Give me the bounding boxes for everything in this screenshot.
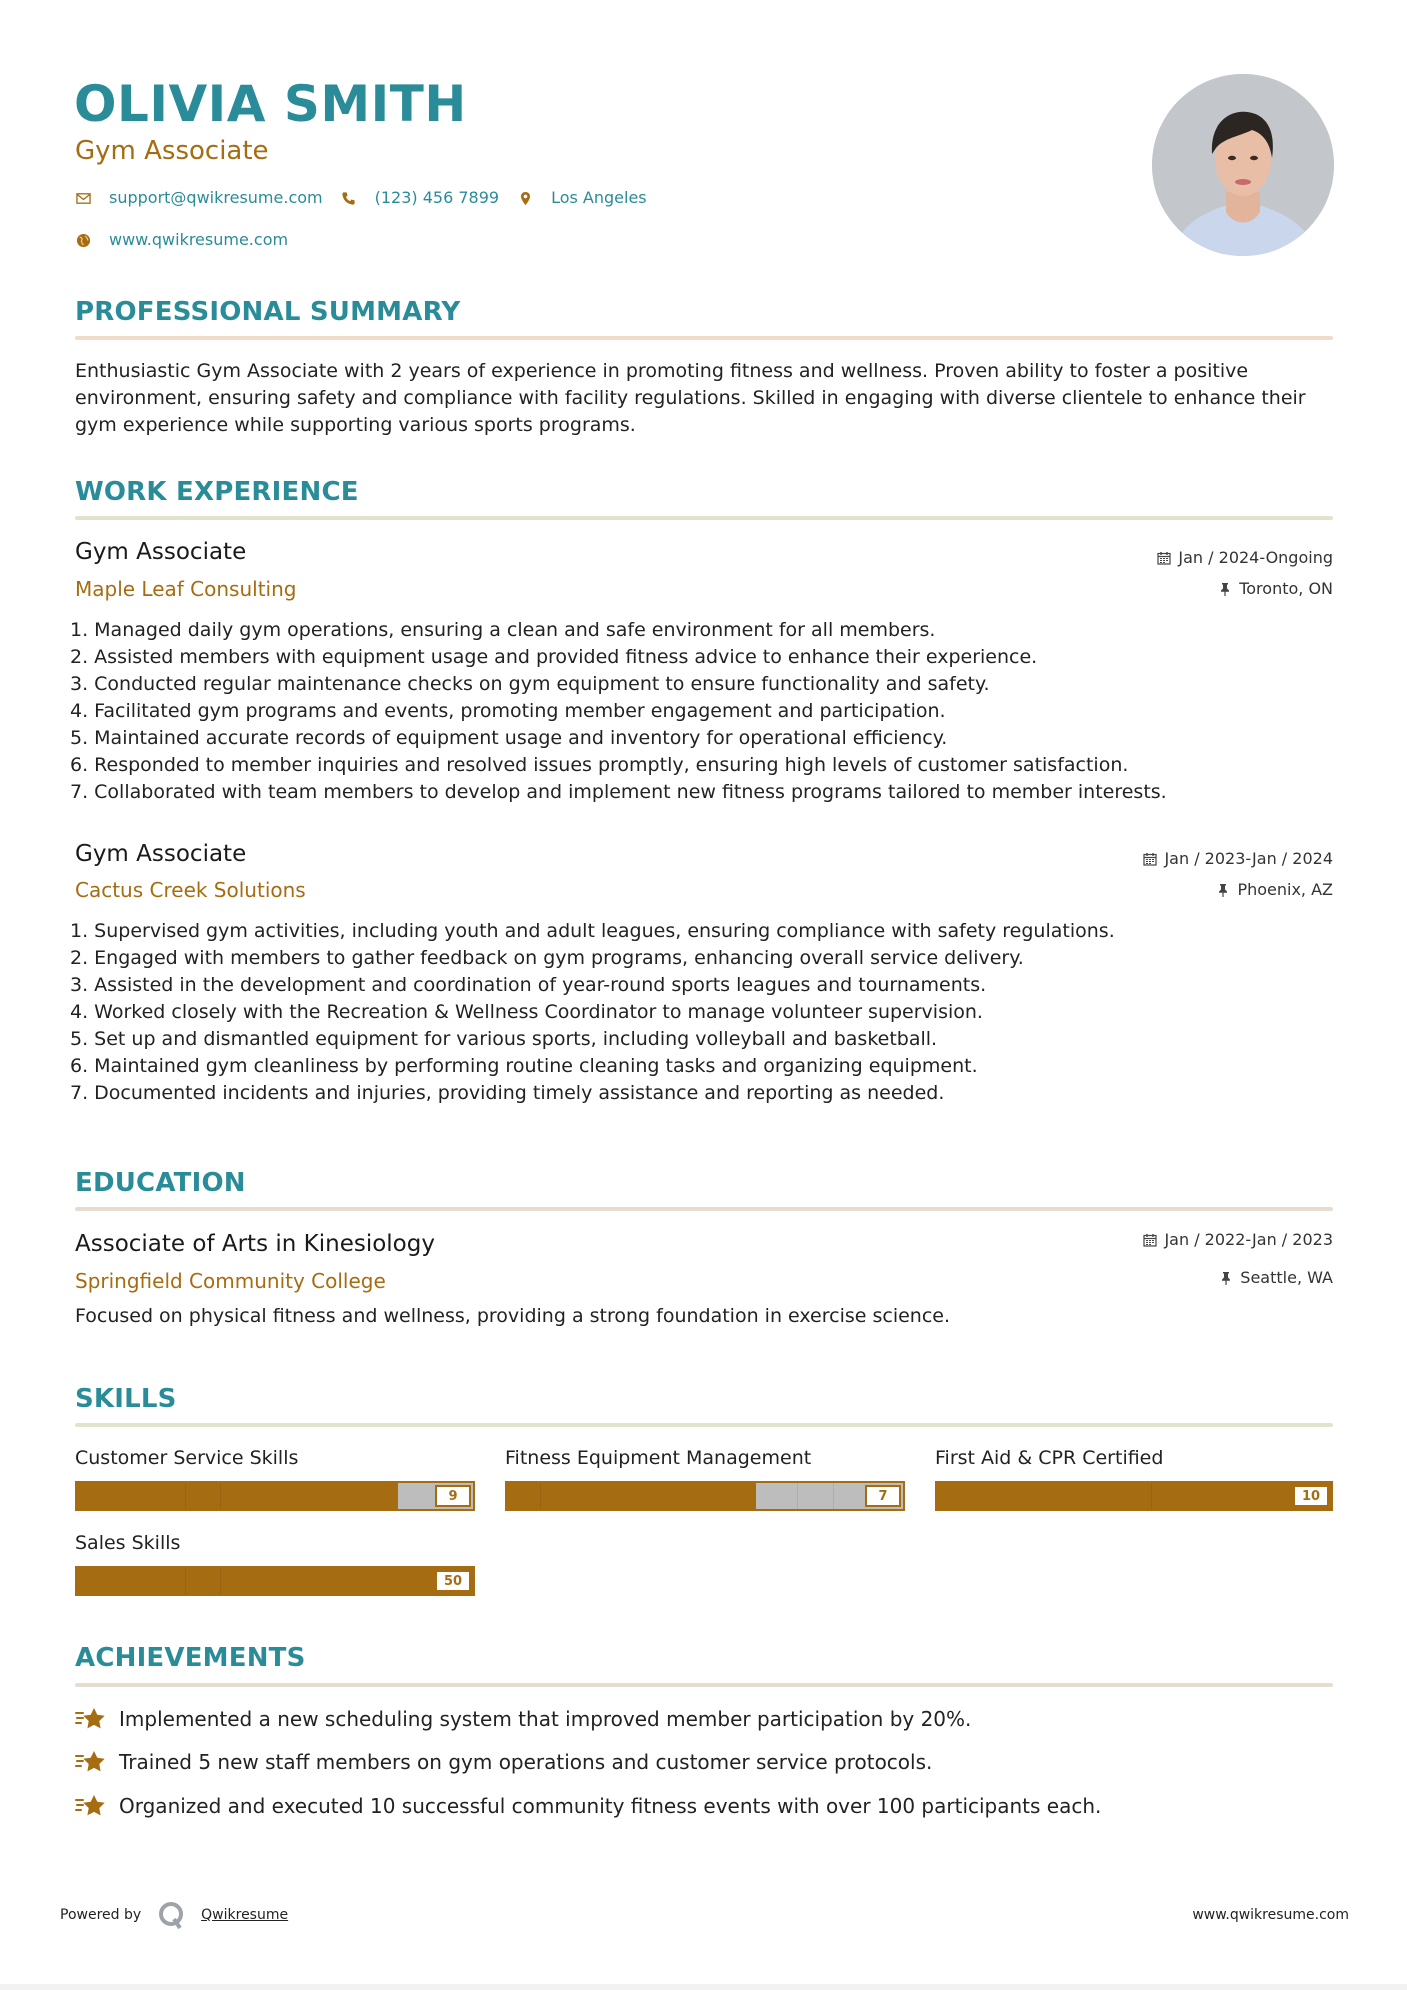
job-dates [1143,848,1333,870]
globe-icon [75,232,91,248]
skill-bar-fill [77,1568,473,1594]
profile-photo [1152,74,1334,256]
summary-text: Enthusiastic Gym Associate with 2 years of experience in promoting fitness and wellness. Proven ability to foster a positive environment, ensuring safety and compliance with facility regulations. Skilled in engaging with diverse clientele to enhance their gym experience while supporting various sports programs. [75,360,1306,436]
company-name: Cactus Creek Solutions [75,878,306,902]
pushpin-icon [1218,582,1232,596]
list-item: 1. Supervised gym activities, including youth and adult leagues, ensuring compliance with safety regulations. [70,920,1115,942]
job-dates [1157,547,1333,569]
job-dates-text: Jan / 2024-Ongoing [1178,548,1333,567]
list-item: 7. Collaborated with team members to develop and implement new fitness programs tailored to member interests. [70,781,1167,803]
phone-text: (123) 456 7899 [374,188,500,207]
skill-bar [935,1481,1333,1511]
achievement-text: Implemented a new scheduling system that improved member participation by 20%. [119,1707,972,1731]
map-pin-icon [517,190,533,206]
skill-value: 50 [435,1570,471,1592]
skill-bar [75,1481,475,1511]
calendar-icon [1157,551,1171,565]
education-dates-text: Jan / 2022-Jan / 2023 [1164,1230,1333,1249]
calendar-icon [1143,852,1157,866]
qwikresume-link[interactable]: Qwikresume [201,1907,289,1923]
section-heading-summary: PROFESSIONAL SUMMARY [75,297,461,327]
skill-label: Sales Skills [75,1532,181,1554]
contact-location [517,188,647,208]
job-title: Gym Associate [75,539,247,565]
job-location [1218,578,1333,600]
star-icon [75,1792,107,1820]
list-item: 6. Maintained gym cleanliness by performing routine cleaning tasks and organizing equipment. [70,1055,978,1077]
education-location [1219,1267,1333,1289]
footer-website[interactable]: www.qwikresume.com [1192,1907,1349,1923]
skill-label: Fitness Equipment Management [505,1447,812,1469]
skill-bar [75,1566,475,1596]
skill-value: 7 [865,1485,901,1507]
star-icon [75,1705,107,1733]
achievement-item [75,1748,932,1776]
list-item: 1. Managed daily gym operations, ensuring a clean and safe environment for all members. [70,619,936,641]
list-item: 2. Assisted members with equipment usage and provided fitness advice to enhance their experience. [70,646,1038,668]
education-location-text: Seattle, WA [1240,1268,1333,1287]
list-item: 4. Facilitated gym programs and events, promoting member engagement and participation. [70,700,946,722]
section-heading-experience: WORK EXPERIENCE [75,477,359,507]
job-dates-text: Jan / 2023-Jan / 2024 [1164,849,1333,868]
skill-value: 9 [435,1485,471,1507]
email-link[interactable]: support@qwikresume.com [109,188,323,207]
phone-icon [341,190,357,206]
achievement-item [75,1705,971,1733]
contact-row [75,188,665,208]
section-heading-education: EDUCATION [75,1168,246,1198]
achievement-text: Organized and executed 10 successful community fitness events with over 100 participants each. [119,1794,1102,1818]
powered-by-label: Powered by [60,1907,142,1923]
list-item: 3. Assisted in the development and coordination of year-round sports leagues and tournaments. [70,974,987,996]
list-item: 7. Documented incidents and injuries, providing timely assistance and reporting as needed. [70,1082,945,1104]
star-icon [75,1748,107,1776]
job-location-text: Toronto, ON [1239,579,1333,598]
section-divider [75,336,1333,340]
achievement-text: Trained 5 new staff members on gym operations and customer service protocols. [119,1750,933,1774]
contact-row-website [75,230,306,250]
contact-website [75,230,288,250]
website-link[interactable]: www.qwikresume.com [109,230,289,249]
skill-bar [505,1481,905,1511]
list-item: 4. Worked closely with the Recreation & Wellness Coordinator to manage volunteer supervision. [70,1001,983,1023]
footer-band [0,1984,1407,1990]
job-title: Gym Associate [75,841,247,867]
skill-label: Customer Service Skills [75,1447,299,1469]
achievement-item [75,1792,1101,1820]
candidate-title: Gym Associate [75,136,269,166]
skill-bar-fill [77,1483,398,1509]
skill-label: First Aid & CPR Certified [935,1447,1164,1469]
education-dates [1143,1229,1333,1251]
list-item: 3. Conducted regular maintenance checks on gym equipment to ensure functionality and safety. [70,673,990,695]
job-location-text: Phoenix, AZ [1237,880,1333,899]
pushpin-icon [1219,1271,1233,1285]
education-description: Focused on physical fitness and wellness, providing a strong foundation in exercise science. [75,1305,951,1327]
list-item: 2. Engaged with members to gather feedback on gym programs, enhancing overall service delivery. [70,947,1024,969]
list-item: 6. Responded to member inquiries and resolved issues promptly, ensuring high levels of customer satisfaction. [70,754,1129,776]
job-location [1216,879,1333,901]
school-name: Springfield Community College [75,1269,386,1293]
envelope-icon [75,190,91,206]
skill-bar-fill [507,1483,756,1509]
location-text: Los Angeles [551,188,647,207]
section-divider [75,516,1333,520]
skill-bar-fill [937,1483,1331,1509]
list-item: 5. Set up and dismantled equipment for various sports, including volleyball and basketball. [70,1028,938,1050]
company-name: Maple Leaf Consulting [75,577,297,601]
section-heading-achievements: ACHIEVEMENTS [75,1643,306,1673]
contact-phone [341,188,499,208]
job-bullets [70,617,1340,806]
section-heading-skills: SKILLS [75,1384,177,1414]
section-divider [75,1683,1333,1687]
skill-value: 10 [1293,1485,1329,1507]
contact-email [75,188,323,208]
qwikresume-logo-icon [157,1900,187,1930]
pushpin-icon [1216,883,1230,897]
section-divider [75,1423,1333,1427]
calendar-icon [1143,1233,1157,1247]
list-item: 5. Maintained accurate records of equipment usage and inventory for operational efficiency. [70,727,948,749]
candidate-name: OLIVIA SMITH [74,75,467,133]
section-divider [75,1207,1333,1211]
degree-title: Associate of Arts in Kinesiology [75,1231,435,1257]
powered-by [60,1900,288,1930]
job-bullets [70,918,1340,1107]
